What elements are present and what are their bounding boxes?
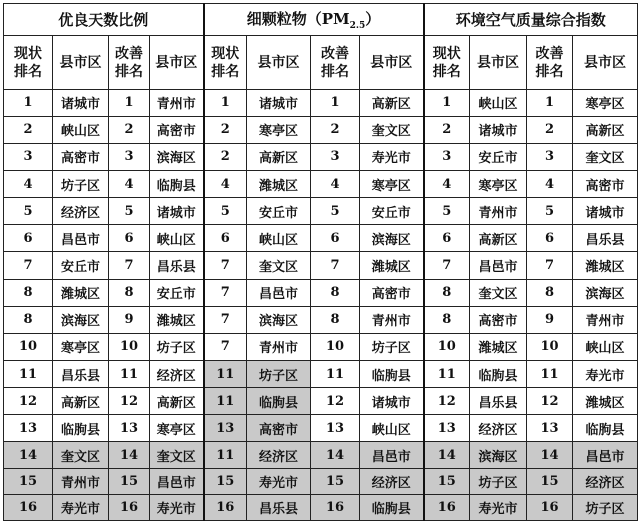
county-cell: 诸城市 [53,89,109,116]
county-cell: 寿光市 [247,468,311,494]
rank-cell: 6 [4,225,53,252]
rank-cell: 4 [204,171,247,198]
county-cell: 诸城市 [573,198,638,225]
county-cell: 经济区 [470,415,527,442]
col-county-2: 县市区 [150,36,204,89]
rank-cell: 11 [204,361,247,388]
county-cell: 昌乐县 [53,361,109,388]
rank-cell: 16 [109,494,150,520]
county-cell: 奎文区 [360,116,424,143]
county-cell: 寿光市 [573,361,638,388]
county-cell: 高密市 [573,171,638,198]
rank-cell: 7 [204,279,247,306]
rank-cell: 4 [4,171,53,198]
table-row [4,468,638,494]
county-cell: 安丘市 [150,279,204,306]
county-cell: 安丘市 [53,252,109,279]
table-row [4,171,638,198]
rank-cell: 16 [311,494,360,520]
col-county-5: 县市区 [470,36,527,89]
county-cell: 高密市 [53,143,109,170]
table-row [4,225,638,252]
county-cell: 坊子区 [247,361,311,388]
county-cell: 奎文区 [247,252,311,279]
county-cell: 青州市 [360,306,424,333]
county-cell: 潍城区 [247,171,311,198]
county-cell: 昌邑市 [247,279,311,306]
rank-cell: 4 [527,171,573,198]
rank-cell: 13 [4,415,53,442]
county-cell: 潍城区 [150,306,204,333]
rank-cell: 13 [204,415,247,442]
rank-cell: 2 [204,143,247,170]
county-cell: 诸城市 [470,116,527,143]
rank-cell: 10 [527,333,573,360]
group-header-good-days: 优良天数比例 [4,4,204,36]
county-cell: 寿光市 [150,494,204,520]
col-county-6: 县市区 [573,36,638,89]
county-cell: 峡山区 [470,89,527,116]
county-cell: 奎文区 [573,143,638,170]
rank-cell: 8 [424,279,470,306]
county-cell: 寒亭区 [470,171,527,198]
table-row [4,306,638,333]
county-cell: 高密市 [150,116,204,143]
county-cell: 诸城市 [360,388,424,415]
rank-cell: 16 [527,494,573,520]
rank-cell: 8 [4,279,53,306]
table-row [4,198,638,225]
county-cell: 青州市 [53,468,109,494]
county-cell: 青州市 [150,89,204,116]
county-cell: 高新区 [360,89,424,116]
rank-cell: 14 [311,442,360,468]
rank-cell: 15 [4,468,53,494]
county-cell: 昌乐县 [150,252,204,279]
table-row [4,116,638,143]
rank-cell: 6 [204,225,247,252]
county-cell: 奎文区 [470,279,527,306]
rank-cell: 16 [204,494,247,520]
rank-cell: 7 [204,306,247,333]
rank-cell: 3 [4,143,53,170]
rank-cell: 11 [311,361,360,388]
county-cell: 诸城市 [247,89,311,116]
group-header-pm25: 细颗粒物$(PM_{2.5})$ [204,4,424,36]
rank-cell: 12 [527,388,573,415]
county-cell: 昌邑市 [573,442,638,468]
county-cell: 寿光市 [360,143,424,170]
county-cell: 临朐县 [470,361,527,388]
column-header-row [4,36,638,89]
county-cell: 高新区 [150,388,204,415]
rank-cell: 2 [527,116,573,143]
col-improve-rank-2: 改善 排名 [311,36,360,89]
table-row [4,494,638,520]
county-cell: 坊子区 [573,494,638,520]
county-cell: 临朐县 [150,171,204,198]
county-cell: 寒亭区 [247,116,311,143]
county-cell: 潍城区 [470,333,527,360]
county-cell: 经济区 [360,468,424,494]
rank-cell: 7 [527,252,573,279]
county-cell: 经济区 [573,468,638,494]
rank-cell: 2 [204,116,247,143]
col-improve-rank-3: 改善 排名 [527,36,573,89]
county-cell: 峡山区 [150,225,204,252]
rank-cell: 12 [311,388,360,415]
rank-cell: 1 [204,89,247,116]
rank-cell: 15 [424,468,470,494]
county-cell: 昌邑市 [53,225,109,252]
rank-cell: 5 [424,198,470,225]
county-cell: 寿光市 [53,494,109,520]
county-cell: 滨海区 [573,279,638,306]
county-cell: 滨海区 [360,225,424,252]
county-cell: 昌乐县 [573,225,638,252]
county-cell: 经济区 [150,361,204,388]
rank-cell: 6 [109,225,150,252]
rank-cell: 7 [424,252,470,279]
county-cell: 坊子区 [360,333,424,360]
rank-cell: 14 [4,442,53,468]
rank-cell: 5 [311,198,360,225]
col-current-rank-3: 现状 排名 [424,36,470,89]
rank-cell: 6 [527,225,573,252]
county-cell: 寒亭区 [53,333,109,360]
rank-cell: 16 [4,494,53,520]
county-cell: 经济区 [247,442,311,468]
county-cell: 奎文区 [53,442,109,468]
county-cell: 昌邑市 [470,252,527,279]
rank-cell: 5 [527,198,573,225]
rank-cell: 2 [4,116,53,143]
county-cell: 坊子区 [470,468,527,494]
rank-cell: 3 [311,143,360,170]
rank-cell: 8 [311,279,360,306]
col-improve-rank-1: 改善 排名 [109,36,150,89]
col-current-rank-2: 现状 排名 [204,36,247,89]
rank-cell: 5 [4,198,53,225]
rank-cell: 15 [311,468,360,494]
rank-cell: 7 [204,252,247,279]
rank-cell: 7 [109,252,150,279]
rank-cell: 5 [204,198,247,225]
county-cell: 临朐县 [360,494,424,520]
rank-cell: 12 [109,388,150,415]
rank-cell: 4 [109,171,150,198]
table-row [4,442,638,468]
county-cell: 安丘市 [247,198,311,225]
rank-cell: 2 [424,116,470,143]
rank-cell: 1 [527,89,573,116]
county-cell: 青州市 [573,306,638,333]
county-cell: 寒亭区 [573,89,638,116]
county-cell: 峡山区 [573,333,638,360]
rank-cell: 7 [204,333,247,360]
county-cell: 潍城区 [360,252,424,279]
rank-cell: 7 [4,252,53,279]
rank-cell: 1 [4,89,53,116]
county-cell: 安丘市 [360,198,424,225]
col-county-3: 县市区 [247,36,311,89]
rank-cell: 13 [424,415,470,442]
rank-cell: 11 [204,442,247,468]
rank-cell: 5 [109,198,150,225]
rank-cell: 15 [527,468,573,494]
rank-cell: 9 [527,306,573,333]
table-row [4,89,638,116]
county-cell: 潍城区 [53,279,109,306]
county-cell: 昌邑市 [150,468,204,494]
rank-cell: 1 [424,89,470,116]
rank-cell: 8 [4,306,53,333]
rank-cell: 4 [311,171,360,198]
table-row [4,143,638,170]
rank-cell: 14 [527,442,573,468]
rank-cell: 16 [424,494,470,520]
county-cell: 寒亭区 [360,171,424,198]
rank-cell: 13 [311,415,360,442]
rank-cell: 1 [109,89,150,116]
county-cell: 青州市 [247,333,311,360]
col-county-4: 县市区 [360,36,424,89]
county-cell: 高密市 [360,279,424,306]
rank-cell: 11 [527,361,573,388]
rank-cell: 4 [424,171,470,198]
county-cell: 临朐县 [360,361,424,388]
table-row [4,388,638,415]
group-header-row [4,4,638,36]
county-cell: 峡山区 [53,116,109,143]
col-county-1: 县市区 [53,36,109,89]
county-cell: 潍城区 [573,252,638,279]
rank-cell: 7 [311,252,360,279]
rank-cell: 3 [109,143,150,170]
county-cell: 坊子区 [150,333,204,360]
county-cell: 昌邑市 [360,442,424,468]
rank-cell: 15 [109,468,150,494]
rank-cell: 1 [311,89,360,116]
rank-cell: 12 [4,388,53,415]
county-cell: 安丘市 [470,143,527,170]
table-row [4,252,638,279]
county-cell: 滨海区 [470,442,527,468]
table-row [4,279,638,306]
county-cell: 经济区 [53,198,109,225]
county-cell: 高密市 [247,415,311,442]
county-cell: 峡山区 [360,415,424,442]
rank-cell: 11 [424,361,470,388]
county-cell: 滨海区 [150,143,204,170]
county-cell: 青州市 [470,198,527,225]
rank-cell: 8 [527,279,573,306]
county-cell: 寒亭区 [150,415,204,442]
rank-cell: 2 [311,116,360,143]
county-cell: 诸城市 [150,198,204,225]
county-cell: 临朐县 [53,415,109,442]
table-row [4,415,638,442]
rank-cell: 14 [424,442,470,468]
rank-cell: 3 [424,143,470,170]
col-current-rank-1: 现状 排名 [4,36,53,89]
rank-cell: 10 [311,333,360,360]
county-cell: 潍城区 [573,388,638,415]
rank-cell: 12 [424,388,470,415]
county-cell: 高新区 [573,116,638,143]
county-cell: 临朐县 [247,388,311,415]
rank-cell: 14 [109,442,150,468]
county-cell: 寿光市 [470,494,527,520]
county-cell: 高新区 [247,143,311,170]
table-row [4,333,638,360]
county-cell: 高新区 [53,388,109,415]
rank-cell: 11 [4,361,53,388]
rank-cell: 3 [527,143,573,170]
rank-cell: 2 [109,116,150,143]
table-row [4,361,638,388]
county-cell: 昌乐县 [470,388,527,415]
rank-cell: 10 [4,333,53,360]
rank-cell: 10 [109,333,150,360]
county-cell: 滨海区 [53,306,109,333]
county-cell: 临朐县 [573,415,638,442]
rank-cell: 6 [311,225,360,252]
rank-cell: 9 [109,306,150,333]
county-cell: 奎文区 [150,442,204,468]
ranking-table [3,3,638,521]
county-cell: 高密市 [470,306,527,333]
rank-cell: 6 [424,225,470,252]
county-cell: 昌乐县 [247,494,311,520]
county-cell: 坊子区 [53,171,109,198]
rank-cell: 8 [424,306,470,333]
rank-cell: 15 [204,468,247,494]
rank-cell: 13 [527,415,573,442]
group-header-aqi: 环境空气质量综合指数 [424,4,638,36]
county-cell: 滨海区 [247,306,311,333]
county-cell: 高新区 [470,225,527,252]
rank-cell: 10 [424,333,470,360]
rank-cell: 8 [311,306,360,333]
rank-cell: 11 [204,388,247,415]
county-cell: 峡山区 [247,225,311,252]
rank-cell: 8 [109,279,150,306]
rank-cell: 13 [109,415,150,442]
rank-cell: 11 [109,361,150,388]
